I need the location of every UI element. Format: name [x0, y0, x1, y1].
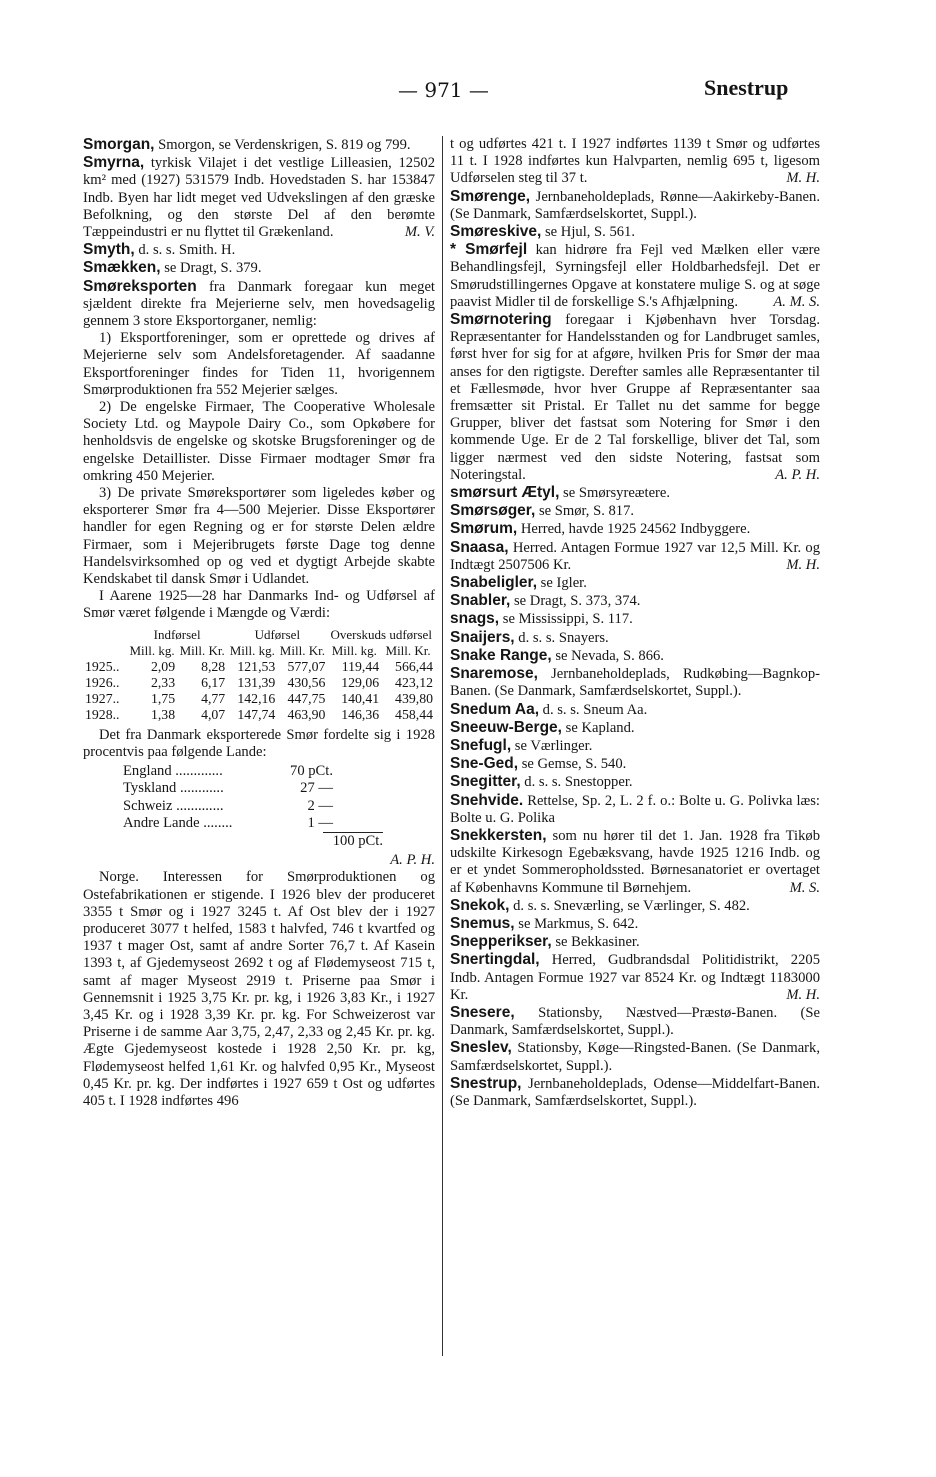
entry-snertingdal: Snertingdal, Herred, Gudbrandsdal Politidistrikt, 2205 Indb. Antagen Formue 1927 var 8524 Kr. og Indtægt 1183000 Kr. M. H. — [450, 951, 820, 1003]
running-head: Snestrup — [704, 75, 789, 100]
list-item: Schweiz ............. 2 — — [123, 797, 333, 814]
sub-header: Mill. kg. — [331, 642, 377, 658]
sub-header: Mill. kg. — [129, 642, 175, 658]
entry-snemus: Snemus, se Markmus, S. 642. — [450, 914, 639, 932]
butter-trade-table — [83, 627, 435, 723]
entry-smorum: Smørum, Herred, havde 1925 24562 Indbyggere. — [450, 520, 751, 538]
paragraph-3: 3) De private Smøreksportører som ligeledes køber og eksporterer Smør fra 4—500 Mejerier. Disse Eksportører handler for egen Regning og er for største Delen ældre Firmaer, som i Mejeribrugets første Dage tog denne Handelsvirksomhed op og ved et dygtigt Arbejde skabte Kendskabet til dansk Smør i Udlandet. — [83, 485, 435, 588]
entry-snake-range: Snake Range, se Nevada, S. 866. — [450, 646, 664, 664]
entry-snesere: Snesere, Stationsby, Næstved—Præstø-Banen. (Se Danmark, Samfærdselskortet, Suppl.). — [450, 1003, 821, 1039]
sub-header: Mill. Kr. — [179, 642, 225, 658]
entry-snaremose: Snaremose, Jernbaneholdeplads, Rudkøbing—Bagnkop-Banen. (Se Danmark, Samfærdselskortet, Suppl.). — [450, 665, 820, 700]
right-column — [450, 136, 820, 1110]
entry-smorfejl: * Smørfejl kan hidrøre fra Fejl ved Mælken eller være Behandlingsfejl, Syrningsfejl eller Holdbarhedsfejl. Det er Smørudstillingernes Opgave at konstatere mulige S. og at søge paavist Midler til de forskellige S.'s Afhjælpning. A. M. S. — [450, 241, 821, 310]
entry-sne-ged: Sne-Ged, se Gemse, S. 540. — [450, 755, 627, 773]
paragraph-1: 1) Eksportforeninger, som er oprettede og drives af Mejerierne selv som Andelsforetagender. Af saadanne Eksportforeninger findes for Tiden 11, hvorigennem Smørproduktionen fra 552 Mejerier sælges. — [83, 330, 435, 398]
entry-snepperikser: Snepperikser, se Bekkasiner. — [450, 933, 640, 951]
sub-header: Mill. Kr. — [385, 642, 431, 658]
group-header: Udførsel — [254, 626, 301, 642]
list-total: 100 pCt. — [323, 832, 383, 850]
entry-snaijers: Snaijers, d. s. s. Snayers. — [450, 628, 609, 646]
table-row: 1926.. 2,33 6,17 131,39 430,56 129,06 423,12 — [85, 674, 433, 690]
paragraph-4: I Aarene 1925—28 har Danmarks Ind- og Udførsel af Smør været følgende i Mængde og Værdi: — [83, 588, 435, 622]
list-item: Andre Lande ........ 1 — — [123, 814, 333, 831]
page-number: — 971 — — [398, 78, 489, 102]
entry-snekkersten: Snekkersten, som nu hører til det 1. Jan. 1928 fra Tikøb udskilte Kirkesogn Egebæksvang, havde 1925 1216 Indb. og er et yndet Sommeropholdssted. Børnesanatoriet er overtaget af Københavns Kommune til Børnehjem. M. S. — [450, 826, 820, 896]
paragraph-norge: Norge. Interessen for Smørproduktionen og Ostefabrikationen er stigende. I 1926 blev der produceret 3355 t Smør og i 1927 3245 t. Af Ost blev der i 1927 produceret 3077 t helfed, 1583 t halvfed, 746 t kvartfed og 1937 t mager Ost, samt af andre Sorter 76,7 t. Af Kasein 1393 t, af Gjedemyseost 2692 t og af Flødemyseost 715 t, samt af mager Myseost 2919 t. Priserne paa Smør i Gennemsnit i 1925 3,75 Kr. pr. kg, i 1926 3,83 Kr., i 1927 3,45 Kr. og i 1928 3,39 Kr. pr. kg. For Schweizerost var Priserne i de samme Aar 3,75, 2,47, 2,33 og 2,45 Kr. pr. kg. Ægte Gjedemyseost kostede i 1928 2,50 Kr. pr. kg, Flødemyseost helfed 1,61 Kr. og halvfed 0,95 Kr., Myseost 0,45 Kr. pr. kg. Der indførtes i 1927 659 t Ost og udførtes 405 t. I 1928 indførtes 496 — [83, 869, 435, 1109]
continuation-text: t og udførtes 421 t. I 1927 indførtes 1139 t Smør og udførtes 11 t. I 1928 indførtes kun Halvparten, nemlig 695 t, ligesom Udførselen steg til 37 t. M. H. — [450, 136, 820, 187]
entry-snabeligler: Snabeligler, se Igler. — [450, 574, 587, 592]
group-header: Indførsel — [153, 626, 201, 642]
entry-smyth: Smyth, d. s. s. Smith. H. — [83, 241, 236, 259]
entry-snags: snags, se Mississippi, S. 117. — [450, 610, 633, 628]
list-item: Tyskland ............ 27 — — [123, 780, 333, 797]
left-column — [83, 136, 435, 1110]
signature: A. P. H. — [390, 852, 435, 869]
entry-smaekken: Smækken, se Dragt, S. 379. — [83, 259, 262, 277]
entry-snekok: Snekok, d. s. s. Sneværling, se Værlinger, S. 482. — [450, 896, 750, 914]
entry-snaasa: Snaasa, Herred. Antagen Formue 1927 var 12,5 Mill. Kr. og Indtægt 2507506 Kr. M. H. — [450, 538, 820, 573]
sub-header: Mill. Kr. — [279, 642, 325, 658]
entry-snefugl: Snefugl, se Værlinger. — [450, 736, 593, 754]
entry-smorsoger: Smørsøger, se Smør, S. 817. — [450, 502, 635, 520]
country-share-list — [123, 763, 435, 850]
paragraph-5: Det fra Danmark eksporterede Smør fordelte sig i 1928 procentvis paa følgende Lande: — [83, 726, 435, 760]
entry-snehvide: Snehvide. Rettelse, Sp. 2, L. 2 f. o.: Bolte u. G. Polivka læs: Bolte u. G. Polika — [450, 791, 820, 826]
entry-snabler: Snabler, se Dragt, S. 373, 374. — [450, 592, 641, 610]
entry-smoreksporten: Smøreksporten fra Danmark foregaar kun meget sjældent direkte fra Mejerierne selv, men hovedsagelig gennem 3 store Eksportorganer, nemlig: — [83, 277, 435, 330]
table-row: 1927.. 1,75 4,77 142,16 447,75 140,41 439,80 — [85, 690, 433, 706]
entry-smoreskive: Smøreskive, se Hjul, S. 561. — [450, 223, 635, 241]
entry-snestrup: Snestrup, Jernbaneholdeplads, Odense—Middelfart-Banen. (Se Danmark, Samfærdselskortet, Suppl.). — [450, 1074, 820, 1109]
table-row: 1925.. 2,09 8,28 121,53 577,07 119,44 566,44 — [85, 658, 433, 674]
entry-smornotering: Smørnotering foregaar i Kjøbenhavn hver Torsdag. Repræsentanter for Handelsstanden og for Landbruget samles, først hver for sig for at afgøre, hvilken Pris for Smør der maa anses for den rigtigste. Derefter samles alle Repræsentanter til et Fællesmøde, hvor hver Gruppe af Repræsentanter saa fremsætter sit Pristal. Er Tallet nu det samme for begge Grupper, bliver det fastsat som Notering for Smør i den kommende Uge. Er de 2 Tal forskellige, bliver det Tal, som ligger nærmest ved den sidste Notering, fastsat som Noteringstal. A. P. H. — [450, 311, 820, 483]
column-divider — [442, 136, 443, 1356]
entry-smorenge: Smørenge, Jernbaneholdeplads, Rønne—Aakirkeby-Banen. (Se Danmark, Samfærdselskortet, Suppl.). — [450, 187, 820, 222]
group-header: Overskuds udførsel — [330, 626, 432, 642]
entry-smyrna: Smyrna, tyrkisk Vilajet i det vestlige Lilleasien, 12502 km² med (1927) 531579 Indb. Hovedstaden S. har 153847 Indb. Byen har lidt meget ved Udvekslingen af den græske Befolkning, og den største Del af den berømte Tæppeindustri er nu flyttet til Grækenland. M. V. — [83, 154, 435, 241]
entry-snegitter: Snegitter, d. s. s. Snestopper. — [450, 773, 633, 791]
paragraph-2: 2) De engelske Firmaer, The Cooperative Wholesale Society Ltd. og Maypole Dairy Co., som Opkøbere for henholdsvis de engelske og skotske Brugsforeninger og de engelske Detaillister. Disse Firmaer modtager Smør fra omkring 450 Mejerier. — [83, 399, 435, 484]
entry-smorgan: Smorgan, Smorgon, se Verdenskrigen, S. 819 og 799. — [83, 136, 411, 153]
list-item: England ............. 70 pCt. — [123, 763, 333, 780]
table-row: 1928.. 1,38 4,07 147,74 463,90 146,36 458,44 — [85, 706, 433, 722]
entry-snedum-aa: Snedum Aa, d. s. s. Sneum Aa. — [450, 700, 648, 718]
entry-sneeuw-berge: Sneeuw-Berge, se Kapland. — [450, 718, 635, 736]
sub-header: Mill. kg. — [229, 642, 275, 658]
entry-smorsurt: smørsurt Ætyl, se Smørsyreætere. — [450, 484, 671, 502]
entry-sneslev: Sneslev, Stationsby, Køge—Ringsted-Banen. (Se Danmark, Samfærdselskortet, Suppl.). — [450, 1039, 820, 1074]
